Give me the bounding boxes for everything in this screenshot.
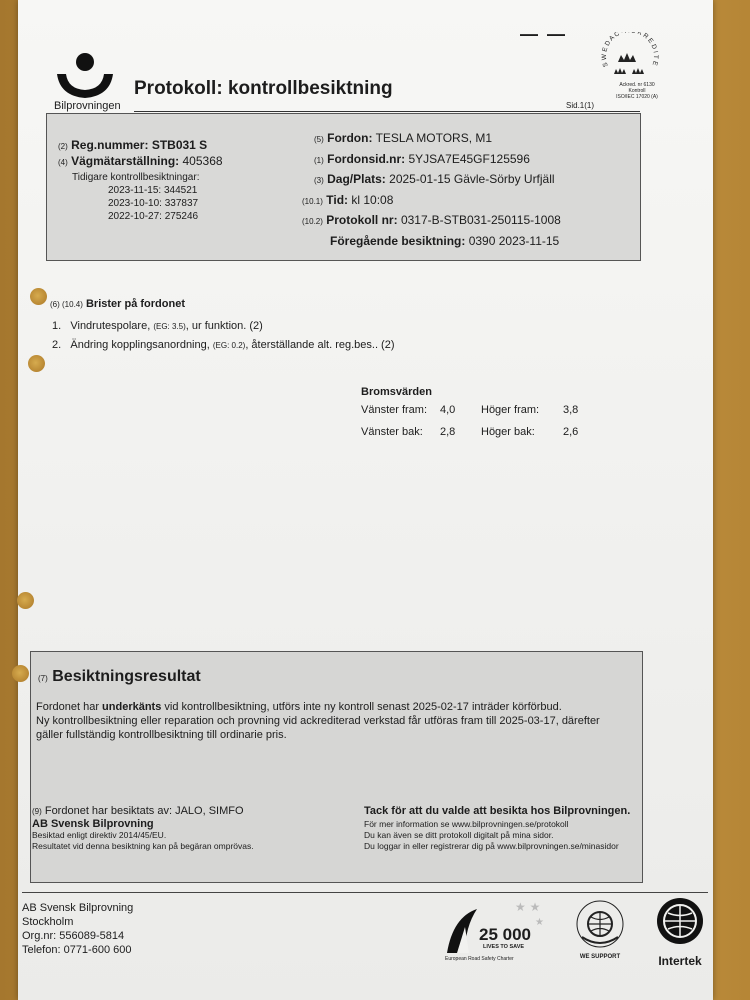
brake-rear-right-value: 2,6 [563, 426, 579, 438]
odometer-value: 405368 [182, 154, 223, 168]
reg-number-value: STB031 S [151, 138, 208, 152]
svg-text:★ ★: ★ ★ [515, 900, 541, 914]
time-row: (10.1) Tid: kl 10:08 [302, 192, 394, 207]
thanks-block: Tack för att du valde att besikta hos Bilprovningen. För mer information se www.bilprovningen.se/protokoll Du kan även se ditt protokoll digitalt på mina sidor. Du loggar in eller registrerar dig på www.bilprovningen.se/minasidor [364, 805, 631, 851]
page-title: Protokoll: kontrollbesiktning [134, 78, 393, 99]
page-number: Sid.1(1) [566, 101, 595, 110]
road-safety-charter-logo: ★ ★ ★ 25 000 LIVES TO SAVE European Road Safety Charter [443, 897, 553, 967]
brake-front-left-value: 4,0 [440, 404, 456, 416]
previous-inspection-row: Föregående besiktning: 0390 2023-11-15 [330, 233, 560, 248]
brake-rear-right-label: Höger bak: [481, 426, 535, 438]
previous-inspection-item: 2023-11-15: 344521 [108, 185, 198, 196]
handwritten-marks: — — [520, 24, 568, 44]
header-divider [134, 111, 640, 112]
svg-text:S W E D A C · A C K R E D I T: S W E D A C · K R E D I T E [600, 32, 660, 68]
previous-inspection-item: 2022-10-27: 275246 [108, 211, 199, 222]
vehicle-id-row: (1) Fordonsid.nr: 5YJSA7E45GF125596 [314, 151, 530, 166]
defects-heading: (6) (10.4) Brister på fordonet [50, 298, 185, 310]
brake-rear-left-value: 2,8 [440, 426, 456, 438]
vehicle-model-row: (5) Fordon: TESLA MOTORS, M1 [314, 131, 493, 145]
footer-divider [22, 892, 708, 893]
punch-hole [12, 665, 29, 682]
protocol-number-row: (10.2) Protokoll nr: 0317-B-STB031-250115-1008 [302, 213, 561, 227]
intertek-logo: Intertek [652, 896, 708, 968]
result-heading: (7) Besiktningsresultat [38, 668, 201, 685]
bilprovningen-logo-icon [54, 52, 116, 102]
inspector-block: (9) Fordonet har besiktats av: JALO, SIMFO AB Svensk Bilprovning Besiktad enligt direktiv 2014/45/EU. Resultatet vid denna besiktning kan på begäran omprövas. [32, 805, 254, 851]
punch-hole [30, 288, 47, 305]
previous-inspections: Tidigare kontrollbesiktningar: 2023-11-15: 344521 2023-10-10: 337837 2022-10-27: 275246 [72, 172, 200, 222]
defect-item: 1. Vindrutespolare, (EG: 3.5), ur funktion. (2) [52, 320, 263, 332]
footer-company-info: AB Svensk Bilprovning Stockholm Org.nr: 556089-5814 Telefon: 0771-600 600 [22, 902, 134, 956]
info-link-protokoll: För mer information se www.bilprovningen.se/protokoll [364, 819, 569, 829]
previous-inspection-item: 2023-10-10: 337837 [108, 198, 199, 209]
swedac-details: Ackred. nr 6130 Kontroll ISO/IEC 17020 (A) [616, 82, 658, 100]
date-place-row: (3) Dag/Plats: 2025-01-15 Gävle-Sörby Urfjäll [314, 172, 555, 186]
brake-front-right-value: 3,8 [563, 404, 579, 416]
vehicle-details [302, 129, 561, 251]
punch-hole [28, 355, 45, 372]
defects-list [52, 317, 395, 355]
reg-number-row: (2) Reg.nummer: STB031 S [58, 138, 208, 152]
brake-values-title: Bromsvärden [361, 386, 432, 398]
global-compact-logo: WE SUPPORT [572, 897, 628, 967]
brake-rear-left-label: Vänster bak: [361, 426, 423, 438]
brake-front-left-label: Vänster fram: [361, 404, 428, 416]
odometer-row: (4) Vägmätarställning: 405368 [58, 154, 223, 168]
global-compact-icon [572, 897, 628, 949]
svg-text:★: ★ [535, 917, 544, 928]
brake-front-right-label: Höger fram: [481, 404, 540, 416]
result-verdict: underkänts [102, 701, 162, 713]
logo-text: Bilprovningen [54, 100, 121, 112]
result-text: Fordonet har underkänts vid kontrollbesiktning, utförs inte ny kontroll senast 2025-02-17 inträder körförbud. Ny kontrollbesiktning eller reparation och provning vid ackrediterad verkstad får utföras fram till 2025-03-17, därefter gäller fullständig kontrollbesiktning till ordinarie pris. [36, 701, 600, 741]
intertek-globe-icon [655, 896, 705, 946]
info-link-minasidor: Du loggar in eller registrerar dig på www.bilprovningen.se/minasidor [364, 841, 619, 851]
defect-item: 2. Ändring kopplingsanordning, (EG: 0.2), återställande alt. reg.bes.. (2) [52, 339, 395, 351]
punch-hole [17, 592, 34, 609]
